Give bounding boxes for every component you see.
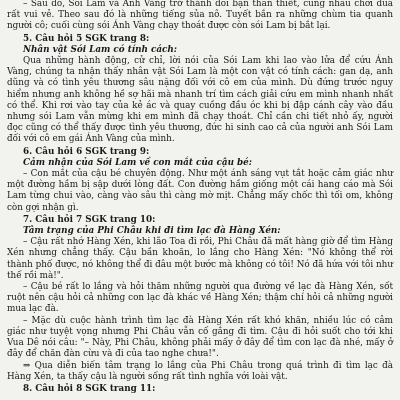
- section-7-paragraph-3: – Mặc dù cuộc hành trình tìm lạc đà Hàng Xén rất khó khăn, nhiều lúc có cảm giác như tuyệt vọng nhưng Phi Châu vẫn cố gắng đi tìm. Cậu đi hỏi suốt cho tới khi Vua Dê nói câu: "– Này, Phi Châu, không phải mấy ở đây để tìm con lạc đà nhé, mấy ở đây để chăn đàn cừu và đi của tao nghe chưa!".: [7, 315, 393, 360]
- intro-line-1: – Sau đó, Sói Lam và Ánh Vàng trở thành đôi bạn thân thiết, cùng nhau chơi đùa rất vui vẻ. Theo sau đó là: [7, 0, 393, 21]
- section-6-heading: 6. Câu hỏi 6 SGK trang 9:: [23, 146, 150, 157]
- section-7-heading: 7. Câu hỏi 7 SGK trang 10:: [23, 214, 156, 225]
- section-7-paragraph-1: – Cậu rất nhớ Hàng Xén, khi lão Toa đi rồi, Phi Châu đã mất hàng giờ để tìm Hàng Xén nhưng chẳng thấy. Cậu bần khoăn, lo lắng cho Hàng Xén: "Nó không thể rời thành phố được, nó không thể đi đâu một bước mà không có tôi! Nó đã hứa với tôi như thế rồi mà!".: [7, 237, 393, 281]
- section-5-subheading: Nhân vật Sói Lam có tính cách:: [23, 44, 178, 55]
- intro-line-2: những tiếng sủa nô. Tuyết bắn ra những chùm tia quanh người cô; cuối cùng sói Ánh Vàng chạy thoát được còn sói Lam bị bắt lại.: [7, 10, 393, 32]
- section-7-conclusion: ⇒ Qua diễn biến tâm trạng lo lắng của Phi Châu trong quá trình đi tìm lạc đà Hàng Xén, ta thấy cậu là người sống rất tình nghĩa với loài vật.: [7, 360, 393, 382]
- section-5-heading: 5. Câu hỏi 5 SGK trang 8:: [23, 33, 150, 44]
- section-6-paragraph: – Con mắt của cậu bé chuyên động. Như một ánh sáng vụt tắt hoặc cảm giác như một đường hầm bị sập dưới lòng đất. Con đường hầm giống một cái hang cáo mà Sói Lam từng chui vào, càng vào sâu thì càng mờ mịt. Chẳng mấy chốc thì tối om, không còn gợi nhận gì.: [7, 169, 393, 213]
- section-7-subheading: Tâm trạng của Phi Châu khi đi tìm lạc đà Hàng Xén:: [23, 226, 281, 237]
- intro-text: [7, 0, 393, 33]
- section-7-paragraph-2: – Cậu bé rất lo lắng và hỏi thăm những người qua đường về lạc đà Hàng Xén, sốt ruột nên cậu hỏi cả những con lạc đà khác về Hàng Xén; thậm chí hỏi cả những người mua lạc đà.: [7, 282, 393, 315]
- section-5-paragraph: Qua những hành động, cử chỉ, lời nói của Sói Lam khi lao vào lửa để cứu Ánh Vàng, chúng ta nhận thấy nhân vật Sói Lam là một con vật có tính cách: gan dạ, anh dũng và có tình yêu thương sâu nặng đối với cô em của mình. Dù đứng trước nguy hiểm nhưng anh không hề sợ hãi mà nhanh trí tìm cách giải cứu em mình nhanh nhất có thể. Khi rơi vào tay của kẻ ác và quay cuồng đầu óc khi bị đập cánh cây vào đầu nhưng sói Lam vẫn mừng khi em mình đã chạy thoát. Chỉ cần chi tiết nhỏ ấy, người đọc cũng có thể thấy được tình yêu thương, đức hi sinh cao cả của người anh Sói Lam đối với cô em gái Ánh Vàng của mình.: [7, 56, 393, 145]
- section-6-subheading: Cảm nhận của Sói Lam về con mắt của cậu bé:: [23, 157, 253, 168]
- section-8-heading: 8. Câu hỏi 8 SGK trang 11:: [23, 383, 156, 394]
